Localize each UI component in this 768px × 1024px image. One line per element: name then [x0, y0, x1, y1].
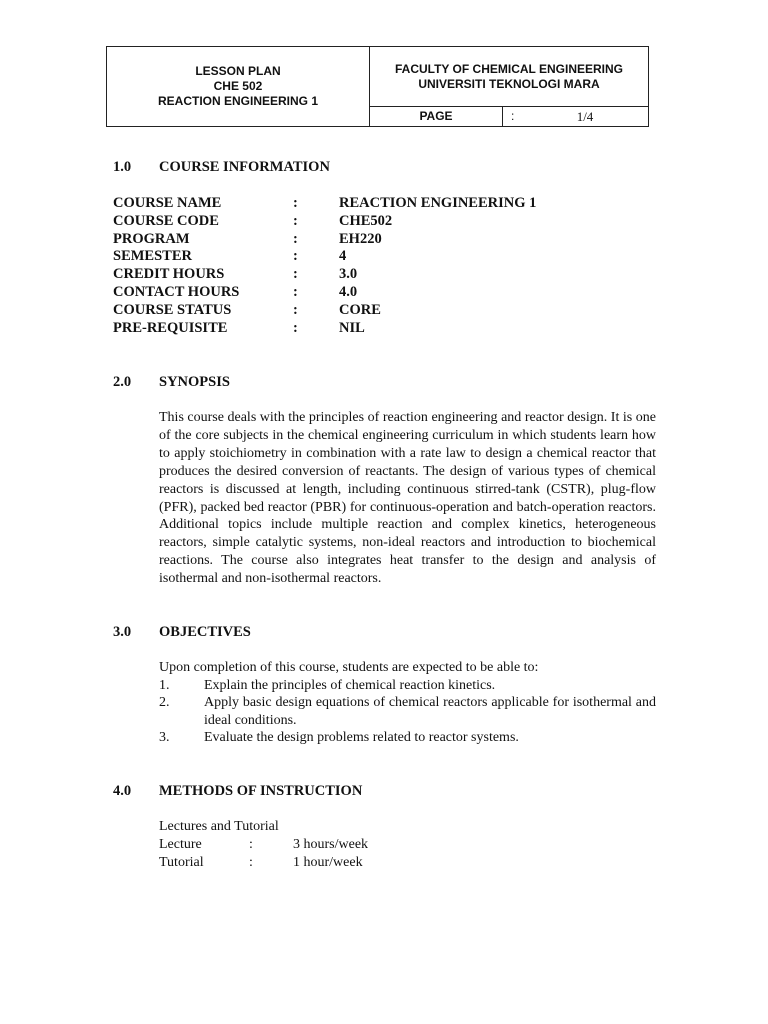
objective-number: 3.	[159, 730, 170, 745]
objective-number: 2.	[159, 695, 170, 710]
info-label: COURSE STATUS	[113, 301, 232, 318]
list-item	[159, 729, 656, 747]
header-right-line-2: UNIVERSITI TEKNOLOGI MARA	[418, 76, 600, 91]
section-1-number: 1.0	[113, 159, 132, 175]
method-label: Tutorial	[159, 855, 204, 870]
info-colon: :	[293, 230, 298, 247]
method-colon: :	[249, 855, 253, 870]
info-label: PROGRAM	[113, 230, 190, 247]
page-label: PAGE	[370, 107, 503, 126]
document-header	[106, 46, 649, 127]
info-row	[113, 195, 653, 213]
page-number: 1/4	[576, 109, 594, 124]
info-value: 4	[339, 248, 347, 265]
info-colon: :	[293, 212, 298, 229]
info-value: REACTION ENGINEERING 1	[339, 195, 537, 211]
header-left-line-2: CHE 502	[213, 79, 263, 93]
objectives-list	[159, 659, 656, 747]
method-value: 3 hours/week	[293, 837, 369, 852]
info-colon: :	[293, 195, 298, 211]
info-value: 4.0	[339, 283, 358, 300]
faculty-block	[370, 47, 648, 107]
info-label: CONTACT HOURS	[113, 283, 240, 300]
info-label: PRE-REQUISITE	[113, 319, 228, 336]
section-3-number: 3.0	[113, 624, 132, 640]
section-4-title: METHODS OF INSTRUCTION	[159, 783, 363, 799]
info-value: NIL	[339, 319, 365, 336]
objective-text: Explain the principles of chemical reaction kinetics.	[204, 677, 496, 693]
section-2-title: SYNOPSIS	[159, 374, 230, 390]
methods-block	[159, 818, 459, 872]
info-colon: :	[293, 301, 298, 318]
course-info-table	[113, 195, 653, 337]
header-left-line-1: LESSON PLAN	[195, 64, 281, 78]
info-label: COURSE NAME	[113, 195, 222, 211]
section-4-number: 4.0	[113, 783, 132, 799]
header-left-line-3: REACTION ENGINEERING 1	[157, 94, 319, 108]
info-colon: :	[293, 248, 298, 265]
section-2-number: 2.0	[113, 374, 132, 390]
method-label: Lecture	[159, 837, 202, 852]
method-row	[159, 854, 459, 872]
synopsis-paragraph: This course deals with the principles of reaction engineering and reactor design. It is one of the core subjects in the chemical engineering curriculum in which students learn how to apply stoichiometry in combination with a rate law to design a chemical reactor that produces the desired conversion of reactants. The design of various types of chemical reactors is discussed at length, including continuous stirred-tank (CSTR), plug-flow (PFR), packed bed reactor (PBR) for continuous-operation and batch-operation reactors. Additional topics include multiple reaction and complex kinetics, heterogeneous reactors, simple catalytic systems, non-ideal reactors and introduction to biochemical reactions. The course also integrates heat transfer to the design and analysis of isothermal and non-isothermal reactors.	[159, 410, 656, 587]
info-label: SEMESTER	[113, 248, 192, 265]
section-1-title: COURSE INFORMATION	[159, 159, 330, 175]
method-value: 1 hour/week	[293, 855, 363, 870]
info-colon: :	[293, 266, 298, 283]
info-colon: :	[293, 283, 298, 300]
info-row	[113, 213, 653, 231]
page-number-row	[370, 107, 648, 126]
info-label: CREDIT HOURS	[113, 266, 225, 283]
method-row	[159, 836, 459, 854]
info-value: EH220	[339, 230, 382, 247]
info-row	[113, 248, 653, 266]
objectives-intro: Upon completion of this course, students are expected to be able to:	[159, 660, 539, 675]
list-item	[159, 694, 656, 729]
info-value: CHE502	[339, 212, 393, 229]
method-colon: :	[249, 837, 253, 852]
list-item	[159, 677, 656, 695]
objective-text: Apply basic design equations of chemical reactors applicable for isothermal and ideal conditions.	[204, 695, 656, 728]
info-value: CORE	[339, 301, 381, 318]
info-colon: :	[293, 319, 298, 336]
info-label: COURSE CODE	[113, 212, 219, 229]
info-row	[113, 320, 653, 338]
lesson-plan-title-block	[107, 47, 370, 126]
info-row	[113, 266, 653, 284]
info-row	[113, 284, 653, 302]
objective-text: Evaluate the design problems related to reactor systems.	[204, 730, 519, 745]
methods-intro: Lectures and Tutorial	[159, 819, 279, 834]
info-row	[113, 302, 653, 320]
page-colon: :	[511, 109, 515, 123]
info-row	[113, 231, 653, 249]
objective-number: 1.	[159, 677, 170, 693]
section-3-title: OBJECTIVES	[159, 624, 251, 640]
info-value: 3.0	[339, 266, 358, 283]
header-right-line-1: FACULTY OF CHEMICAL ENGINEERING	[394, 61, 623, 76]
